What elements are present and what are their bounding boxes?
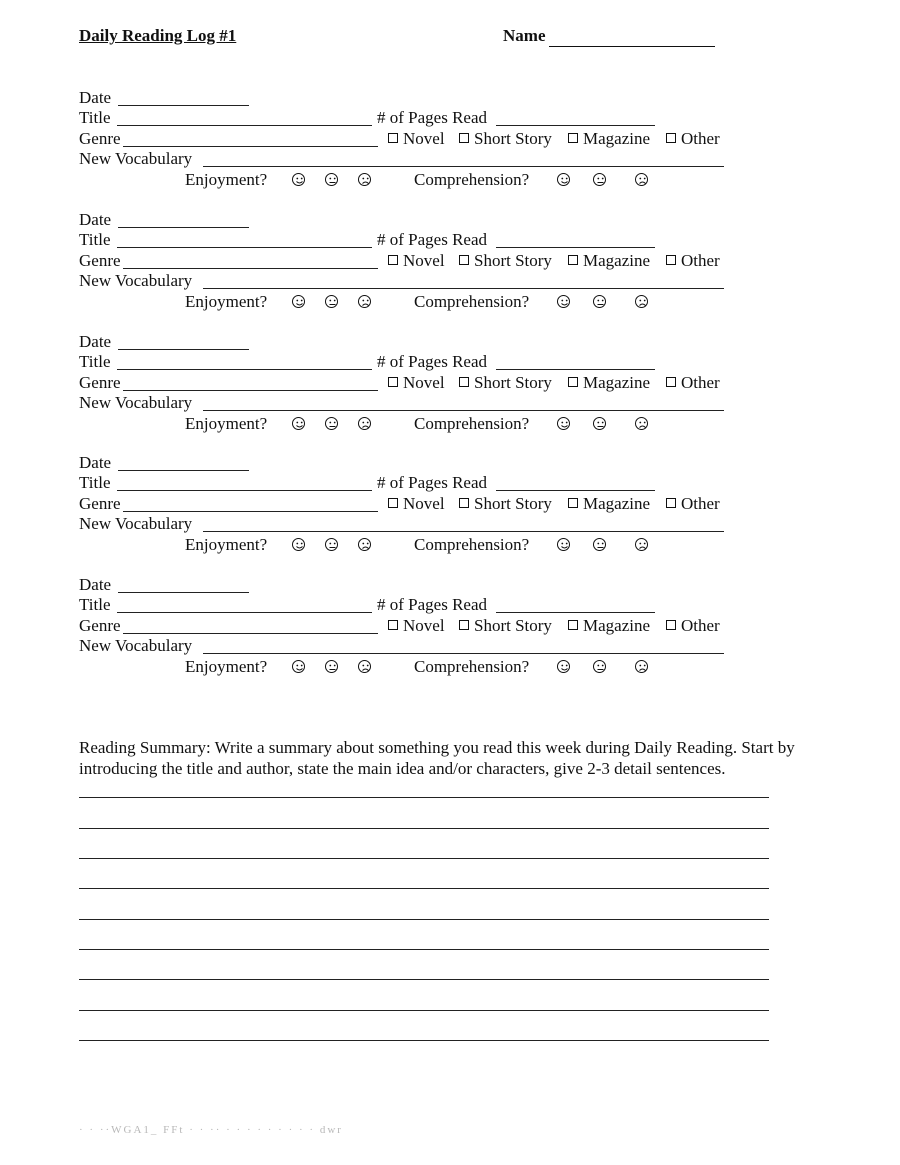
genre-option-short-story[interactable] [459,616,552,636]
enjoyment-label: Enjoyment? [185,170,268,189]
genre-option-magazine[interactable] [568,373,650,393]
sad-face-icon[interactable] [635,295,648,308]
genre-option-label: Other [681,494,720,513]
checkbox-icon[interactable] [568,377,578,387]
title-label: Title [79,230,111,249]
genre-option-other[interactable] [666,251,720,271]
pages-read-field[interactable] [496,612,655,613]
neutral-face-icon[interactable] [325,295,338,308]
vocabulary-field[interactable] [203,410,724,411]
pages-read-field[interactable] [496,125,655,126]
date-label: Date [79,88,112,107]
genre-option-label: Novel [403,616,445,635]
genre-option-other[interactable] [666,373,720,393]
vocabulary-label: New Vocabulary [79,636,193,655]
page-title: Daily Reading Log #1 [79,26,237,45]
summary-line[interactable] [79,888,769,889]
vocabulary-field[interactable] [203,166,724,167]
checkbox-icon[interactable] [459,377,469,387]
vocabulary-field[interactable] [203,288,724,289]
genre-option-label: Short Story [474,251,552,270]
date-label: Date [79,332,112,351]
date-field[interactable] [118,470,249,471]
genre-option-other[interactable] [666,494,720,514]
title-label: Title [79,108,111,127]
genre-option-label: Novel [403,129,445,148]
vocabulary-label: New Vocabulary [79,149,193,168]
log-entry [0,88,900,198]
genre-label: Genre [79,494,121,513]
genre-option-label: Novel [403,251,445,270]
genre-label: Genre [79,616,121,635]
enjoyment-label: Enjoyment? [185,292,268,311]
pages-read-label: # of Pages Read [377,108,488,127]
smile-face-icon[interactable] [557,295,570,308]
date-field[interactable] [118,227,249,228]
genre-option-label: Novel [403,373,445,392]
summary-line[interactable] [79,1010,769,1011]
genre-option-magazine[interactable] [568,494,650,514]
summary-line[interactable] [79,797,769,798]
genre-field[interactable] [123,268,378,269]
checkbox-icon[interactable] [459,255,469,265]
log-entry [0,210,900,320]
smile-face-icon[interactable] [292,173,305,186]
genre-field[interactable] [123,511,378,512]
vocabulary-field[interactable] [203,653,724,654]
footer-text: · · ··WGA1_ FFt · · ·· · · · · · · · · · dwr [79,1124,343,1136]
genre-option-novel[interactable] [388,129,445,149]
checkbox-icon[interactable] [568,255,578,265]
pages-read-label: # of Pages Read [377,352,488,371]
sad-face-icon[interactable] [358,173,371,186]
enjoyment-label: Enjoyment? [185,657,268,676]
smile-face-icon[interactable] [557,417,570,430]
summary-line[interactable] [79,919,769,920]
summary-line[interactable] [79,858,769,859]
pages-read-label: # of Pages Read [377,473,488,492]
checkbox-icon[interactable] [666,377,676,387]
genre-option-label: Short Story [474,494,552,513]
genre-option-magazine[interactable] [568,129,650,149]
vocabulary-label: New Vocabulary [79,271,193,290]
genre-option-label: Magazine [583,251,651,270]
smile-face-icon[interactable] [292,295,305,308]
genre-label: Genre [79,129,121,148]
summary-line[interactable] [79,949,769,950]
neutral-face-icon[interactable] [593,417,606,430]
genre-option-magazine[interactable] [568,616,650,636]
comprehension-label: Comprehension? [414,535,530,554]
enjoyment-label: Enjoyment? [185,535,268,554]
comprehension-label: Comprehension? [414,414,530,433]
genre-option-other[interactable] [666,129,720,149]
reading-summary-prompt: Reading Summary: Write a summary about something you read this week during Daily Reading. Start by introducing the title and author, state the main idea and/or characters, give 2-3 detail sentences. [79,738,795,778]
smile-face-icon[interactable] [292,538,305,551]
checkbox-icon[interactable] [666,255,676,265]
neutral-face-icon[interactable] [325,538,338,551]
genre-option-label: Magazine [583,494,651,513]
sad-face-icon[interactable] [358,417,371,430]
summary-line[interactable] [79,1040,769,1041]
genre-option-novel[interactable] [388,373,445,393]
pages-read-field[interactable] [496,247,655,248]
title-field[interactable] [117,490,372,491]
date-label: Date [79,210,112,229]
checkbox-icon[interactable] [388,498,398,508]
date-field[interactable] [118,592,249,593]
genre-option-label: Short Story [474,129,552,148]
genre-option-novel[interactable] [388,616,445,636]
genre-label: Genre [79,251,121,270]
genre-option-novel[interactable] [388,494,445,514]
neutral-face-icon[interactable] [593,295,606,308]
sad-face-icon[interactable] [635,660,648,673]
log-entry [0,575,900,685]
genre-option-other[interactable] [666,616,720,636]
genre-option-label: Other [681,251,720,270]
genre-option-label: Other [681,616,720,635]
comprehension-label: Comprehension? [414,292,530,311]
title-field[interactable] [117,247,372,248]
genre-option-novel[interactable] [388,251,445,271]
checkbox-icon[interactable] [459,620,469,630]
checkbox-icon[interactable] [388,255,398,265]
title-field[interactable] [117,612,372,613]
sad-face-icon[interactable] [635,173,648,186]
date-label: Date [79,575,112,594]
smile-face-icon[interactable] [292,417,305,430]
pages-read-label: # of Pages Read [377,230,488,249]
checkbox-icon[interactable] [388,620,398,630]
smile-face-icon[interactable] [557,660,570,673]
genre-option-label: Other [681,373,720,392]
genre-field[interactable] [123,390,378,391]
checkbox-icon[interactable] [568,498,578,508]
genre-option-label: Novel [403,494,445,513]
pages-read-label: # of Pages Read [377,595,488,614]
genre-option-label: Short Story [474,616,552,635]
checkbox-icon[interactable] [666,133,676,143]
genre-option-label: Short Story [474,373,552,392]
title-label: Title [79,595,111,614]
genre-option-short-story[interactable] [459,494,552,514]
neutral-face-icon[interactable] [593,538,606,551]
genre-option-short-story[interactable] [459,129,552,149]
smile-face-icon[interactable] [557,538,570,551]
genre-option-label: Magazine [583,129,651,148]
smile-face-icon[interactable] [292,660,305,673]
name-label: Name [503,26,546,45]
title-field[interactable] [117,125,372,126]
checkbox-icon[interactable] [568,620,578,630]
smile-face-icon[interactable] [557,173,570,186]
neutral-face-icon[interactable] [325,173,338,186]
checkbox-icon[interactable] [388,377,398,387]
title-label: Title [79,473,111,492]
vocabulary-field[interactable] [203,531,724,532]
sad-face-icon[interactable] [358,295,371,308]
genre-field[interactable] [123,633,378,634]
date-label: Date [79,453,112,472]
genre-field[interactable] [123,146,378,147]
neutral-face-icon[interactable] [325,660,338,673]
pages-read-field[interactable] [496,369,655,370]
date-field[interactable] [118,349,249,350]
genre-option-magazine[interactable] [568,251,650,271]
sad-face-icon[interactable] [635,538,648,551]
sad-face-icon[interactable] [635,417,648,430]
genre-option-label: Other [681,129,720,148]
pages-read-field[interactable] [496,490,655,491]
summary-line[interactable] [79,979,769,980]
title-label: Title [79,352,111,371]
checkbox-icon[interactable] [388,133,398,143]
enjoyment-label: Enjoyment? [185,414,268,433]
neutral-face-icon[interactable] [593,660,606,673]
genre-option-short-story[interactable] [459,251,552,271]
date-field[interactable] [118,105,249,106]
checkbox-icon[interactable] [666,620,676,630]
checkbox-icon[interactable] [459,498,469,508]
neutral-face-icon[interactable] [325,417,338,430]
genre-option-label: Magazine [583,373,651,392]
summary-line[interactable] [79,828,769,829]
checkbox-icon[interactable] [459,133,469,143]
checkbox-icon[interactable] [568,133,578,143]
vocabulary-label: New Vocabulary [79,514,193,533]
log-entry [0,332,900,442]
genre-option-short-story[interactable] [459,373,552,393]
genre-label: Genre [79,373,121,392]
name-field[interactable] [549,46,715,47]
sad-face-icon[interactable] [358,660,371,673]
title-field[interactable] [117,369,372,370]
log-entry [0,453,900,563]
neutral-face-icon[interactable] [593,173,606,186]
comprehension-label: Comprehension? [414,170,530,189]
sad-face-icon[interactable] [358,538,371,551]
checkbox-icon[interactable] [666,498,676,508]
genre-option-label: Magazine [583,616,651,635]
vocabulary-label: New Vocabulary [79,393,193,412]
comprehension-label: Comprehension? [414,657,530,676]
